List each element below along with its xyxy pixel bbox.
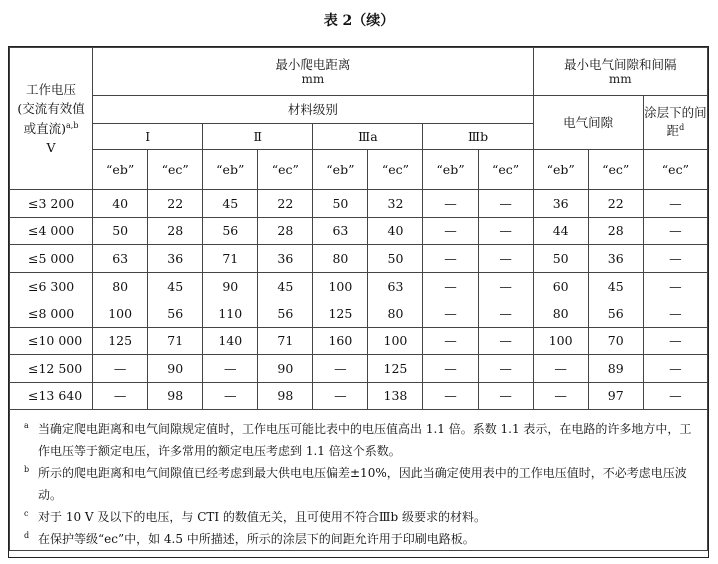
value-cell: — <box>478 245 533 273</box>
table-title: 表 2（续） <box>323 13 395 29</box>
value-cell: — <box>93 382 148 410</box>
value-cell: 125 <box>93 327 148 355</box>
notes-cell <box>10 410 708 551</box>
value-cell: 90 <box>258 355 313 383</box>
clearance-col-header: 电气间隙 <box>533 96 643 150</box>
note-c: c 对于 10 V 及以下的电压，与 CTI 的数值无关，且可使用不符合Ⅲb 级要求的材料。 <box>24 509 487 524</box>
coated-col-header: 涂层下的间距$^d$ <box>643 96 707 150</box>
material-group-header: 材料级别 <box>93 96 534 124</box>
spec-table <box>9 47 708 551</box>
table-row <box>10 382 708 410</box>
subcol-header: “ec” <box>588 150 643 190</box>
group-2-header: Ⅱ <box>203 124 313 150</box>
value-cell: — <box>423 300 478 328</box>
subcol-header: “ec” <box>148 150 203 190</box>
value-cell: — <box>643 327 707 355</box>
value-cell: 50 <box>93 217 148 245</box>
value-cell: 125 <box>368 355 423 383</box>
value-cell: 160 <box>313 327 368 355</box>
value-cell: — <box>643 382 707 410</box>
value-cell: 45 <box>258 272 313 300</box>
value-cell: — <box>643 272 707 300</box>
value-cell: — <box>643 245 707 273</box>
value-cell: 22 <box>588 190 643 218</box>
notes-row <box>10 410 708 551</box>
value-cell: 36 <box>148 245 203 273</box>
value-cell: 40 <box>368 217 423 245</box>
voltage-cell: ≤10 000 <box>10 327 93 355</box>
table-row <box>10 217 708 245</box>
note-d: d 在保护等级“ec”中，如 4.5 中所描述，所示的涂层下的间距允许用于印刷电路板。 <box>24 531 475 546</box>
value-cell: 36 <box>588 245 643 273</box>
value-cell: 56 <box>588 300 643 328</box>
voltage-header-line-2: (交流有效值 <box>17 101 85 117</box>
table-row <box>10 327 708 355</box>
value-cell: — <box>478 327 533 355</box>
note-b: b 所示的爬电距离和电气间隙值已经考虑到最大供电电压偏差±10%，因此当确定使用表中的工作电压值时，不必考虑电压波动。 <box>24 465 687 502</box>
voltage-cell: ≤6 300 <box>10 272 93 300</box>
table-body <box>10 190 708 410</box>
value-cell: 110 <box>203 300 258 328</box>
value-cell: 138 <box>368 382 423 410</box>
value-cell: — <box>423 190 478 218</box>
value-cell: — <box>643 190 707 218</box>
value-cell: 50 <box>368 245 423 273</box>
voltage-header-line-3: 或直流)$^{a,b}$ <box>23 120 79 136</box>
subcol-header-row <box>10 150 708 190</box>
value-cell: 28 <box>148 217 203 245</box>
value-cell: — <box>478 382 533 410</box>
value-cell: — <box>93 355 148 383</box>
value-cell: — <box>533 382 588 410</box>
subcol-header: “ec” <box>478 150 533 190</box>
value-cell: 100 <box>93 300 148 328</box>
note-a: a 当确定爬电距离和电气间隙规定值时，工作电压可能比表中的电压值高出 1.1 倍。系数 1.1 表示，在电路的许多地方中，工作电压等于额定电压，许多常用的额定电压考虑到 1.1 倍这个系数。 <box>24 421 692 458</box>
group-3a-header: Ⅲa <box>313 124 423 150</box>
table-row <box>10 272 708 300</box>
value-cell: 32 <box>368 190 423 218</box>
value-cell: 80 <box>368 300 423 328</box>
group-1-header: Ⅰ <box>93 124 203 150</box>
value-cell: 71 <box>148 327 203 355</box>
value-cell: — <box>478 272 533 300</box>
value-cell: 80 <box>533 300 588 328</box>
value-cell: — <box>643 355 707 383</box>
voltage-header <box>10 48 93 190</box>
value-cell: — <box>478 355 533 383</box>
value-cell: 80 <box>93 272 148 300</box>
table-row <box>10 245 708 273</box>
value-cell: — <box>423 382 478 410</box>
value-cell: 89 <box>588 355 643 383</box>
value-cell: — <box>423 245 478 273</box>
value-cell: — <box>643 217 707 245</box>
value-cell: 71 <box>258 327 313 355</box>
value-cell: — <box>478 217 533 245</box>
value-cell: 140 <box>203 327 258 355</box>
value-cell: 98 <box>258 382 313 410</box>
value-cell: — <box>423 355 478 383</box>
value-cell: 80 <box>313 245 368 273</box>
subcol-header: “eb” <box>93 150 148 190</box>
value-cell: 98 <box>148 382 203 410</box>
value-cell: 56 <box>203 217 258 245</box>
creepage-header: 最小爬电距离 mm <box>93 48 534 96</box>
value-cell: — <box>533 355 588 383</box>
voltage-cell: ≤4 000 <box>10 217 93 245</box>
clearance-header: 最小电气间隙和间隔 mm <box>533 48 707 96</box>
value-cell: 63 <box>313 217 368 245</box>
table-row <box>10 300 708 328</box>
value-cell: 28 <box>588 217 643 245</box>
value-cell: 40 <box>93 190 148 218</box>
table-row <box>10 355 708 383</box>
value-cell: 22 <box>258 190 313 218</box>
subcol-header: “eb” <box>313 150 368 190</box>
voltage-cell: ≤13 640 <box>10 382 93 410</box>
value-cell: 100 <box>313 272 368 300</box>
subcol-header: “ec” <box>258 150 313 190</box>
value-cell: — <box>423 217 478 245</box>
value-cell: 36 <box>258 245 313 273</box>
table-row <box>10 190 708 218</box>
value-cell: 50 <box>533 245 588 273</box>
value-cell: — <box>203 355 258 383</box>
subcol-header: “ec” <box>368 150 423 190</box>
value-cell: 22 <box>148 190 203 218</box>
voltage-cell: ≤3 200 <box>10 190 93 218</box>
value-cell: — <box>313 355 368 383</box>
voltage-header-line-1: 工作电压 <box>26 81 77 97</box>
value-cell: 100 <box>368 327 423 355</box>
subcol-header: “eb” <box>533 150 588 190</box>
value-cell: 56 <box>148 300 203 328</box>
value-cell: — <box>203 382 258 410</box>
subcol-header: “eb” <box>203 150 258 190</box>
value-cell: 45 <box>148 272 203 300</box>
group-3b-header: Ⅲb <box>423 124 533 150</box>
notes <box>10 410 707 550</box>
value-cell: 45 <box>588 272 643 300</box>
value-cell: 70 <box>588 327 643 355</box>
voltage-cell: ≤12 500 <box>10 355 93 383</box>
value-cell: 50 <box>313 190 368 218</box>
value-cell: 100 <box>533 327 588 355</box>
value-cell: — <box>643 300 707 328</box>
value-cell: 90 <box>148 355 203 383</box>
value-cell: 63 <box>368 272 423 300</box>
value-cell: — <box>478 300 533 328</box>
value-cell: 63 <box>93 245 148 273</box>
value-cell: 45 <box>203 190 258 218</box>
value-cell: 90 <box>203 272 258 300</box>
voltage-cell: ≤8 000 <box>10 300 93 328</box>
voltage-cell: ≤5 000 <box>10 245 93 273</box>
value-cell: 44 <box>533 217 588 245</box>
value-cell: 56 <box>258 300 313 328</box>
value-cell: 36 <box>533 190 588 218</box>
value-cell: 28 <box>258 217 313 245</box>
value-cell: — <box>423 327 478 355</box>
value-cell: — <box>478 190 533 218</box>
value-cell: 71 <box>203 245 258 273</box>
value-cell: 60 <box>533 272 588 300</box>
value-cell: — <box>313 382 368 410</box>
subcol-header: “eb” <box>423 150 478 190</box>
subcol-header: “ec” <box>643 150 707 190</box>
value-cell: — <box>423 272 478 300</box>
spec-table-frame <box>8 46 709 558</box>
value-cell: 97 <box>588 382 643 410</box>
voltage-header-line-4: V <box>46 139 56 155</box>
value-cell: 125 <box>313 300 368 328</box>
